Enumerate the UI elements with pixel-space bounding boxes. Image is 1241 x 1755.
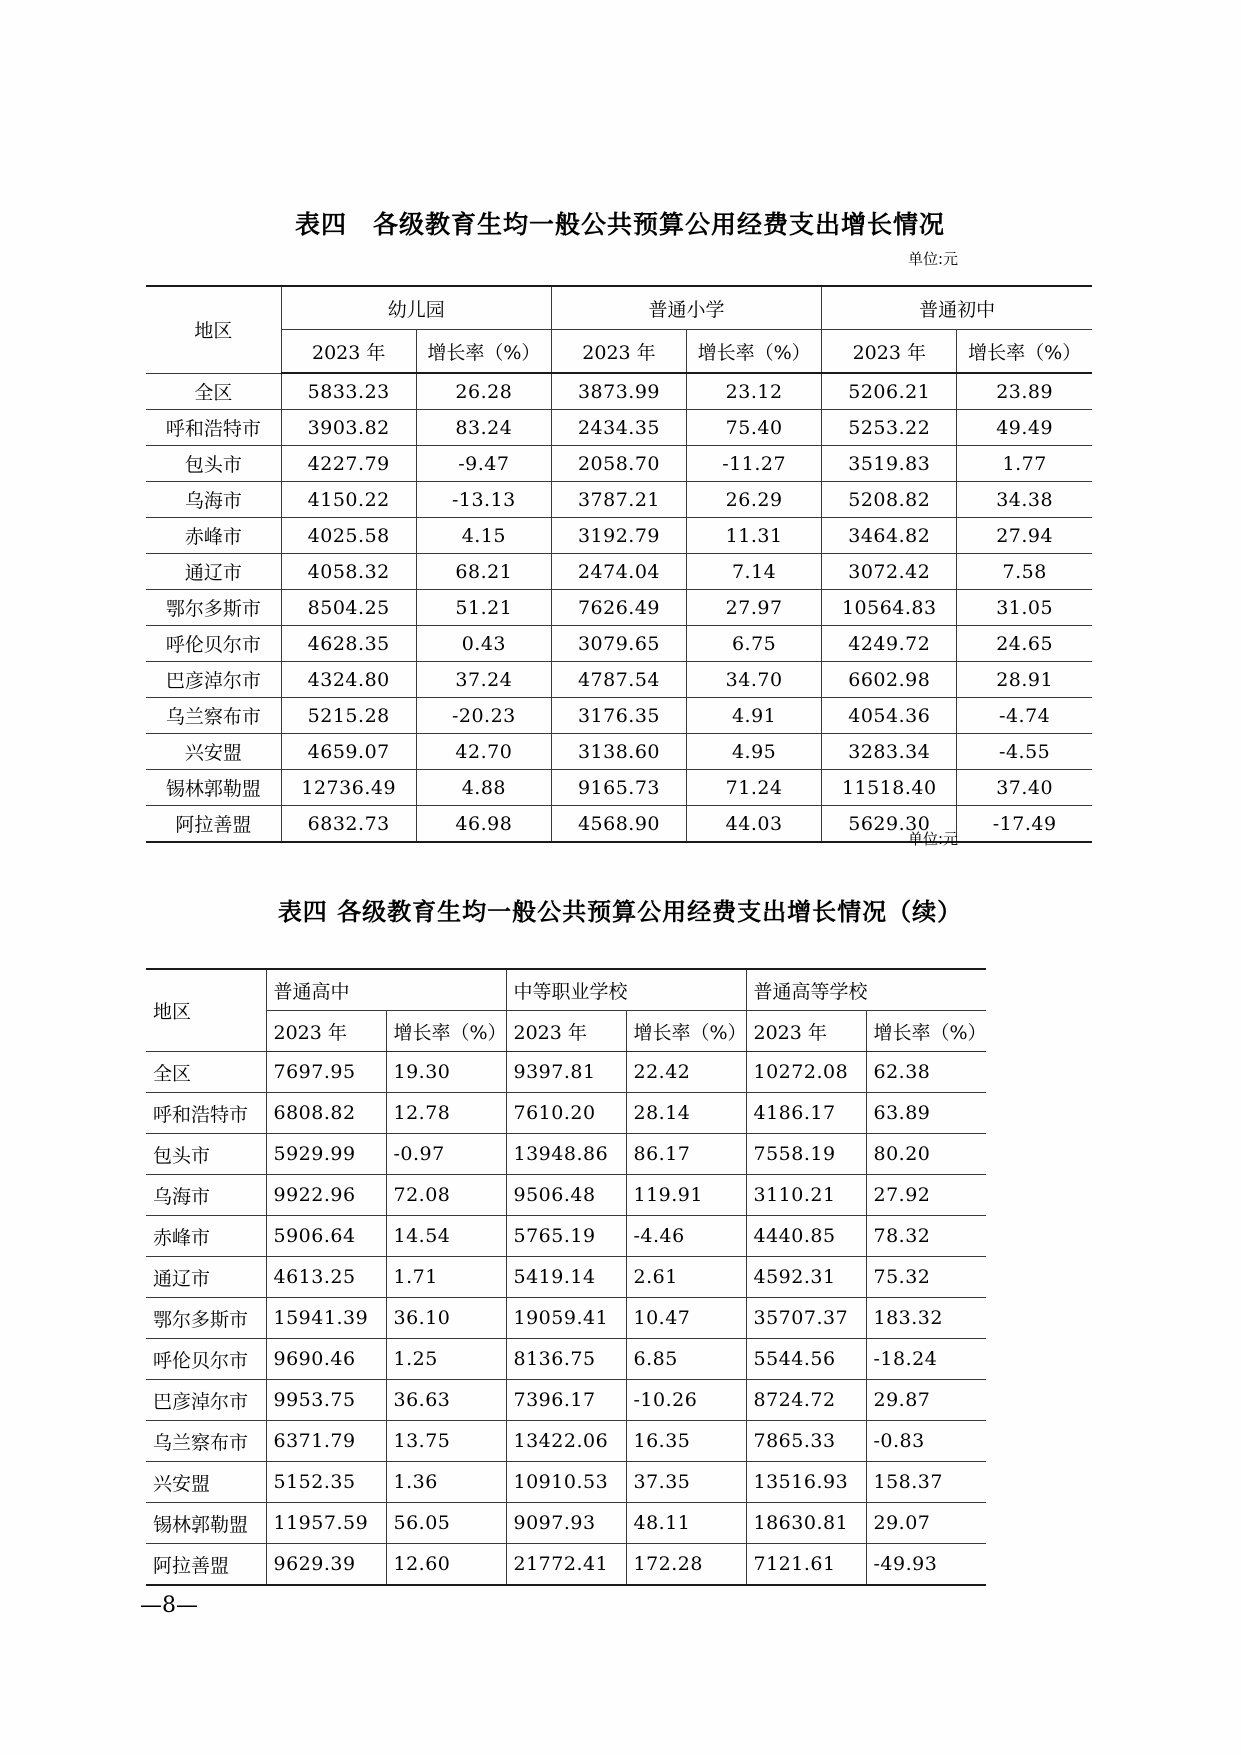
table1-subheader-pri-rate: 增长率（%） <box>687 330 822 374</box>
row-value-cell: 4058.32 <box>281 554 416 590</box>
row-value-cell: 9097.93 <box>506 1503 626 1544</box>
row-value-cell: 4227.79 <box>281 446 416 482</box>
row-region-label: 全区 <box>146 1052 266 1093</box>
table1-group-header-primary: 普通小学 <box>551 286 821 330</box>
row-value-cell: 29.87 <box>866 1380 986 1421</box>
table1-region-header: 地区 <box>146 286 281 373</box>
row-value-cell: 11.31 <box>687 518 822 554</box>
row-value-cell: 13516.93 <box>746 1462 866 1503</box>
row-region-label: 鄂尔多斯市 <box>146 590 281 626</box>
row-region-label: 呼和浩特市 <box>146 1093 266 1134</box>
row-value-cell: 4186.17 <box>746 1093 866 1134</box>
row-value-cell: 80.20 <box>866 1134 986 1175</box>
row-value-cell: 2.61 <box>626 1257 746 1298</box>
row-value-cell: 5208.82 <box>822 482 957 518</box>
table-row <box>146 1462 986 1503</box>
row-value-cell: 7558.19 <box>746 1134 866 1175</box>
table2-head <box>146 969 986 1052</box>
row-value-cell: -0.83 <box>866 1421 986 1462</box>
row-value-cell: 42.70 <box>416 734 551 770</box>
row-value-cell: 4.91 <box>687 698 822 734</box>
row-value-cell: -13.13 <box>416 482 551 518</box>
table-row <box>146 590 1092 626</box>
row-value-cell: 7610.20 <box>506 1093 626 1134</box>
row-value-cell: 9397.81 <box>506 1052 626 1093</box>
row-value-cell: 7.58 <box>957 554 1092 590</box>
row-value-cell: 12.78 <box>386 1093 506 1134</box>
row-value-cell: 3110.21 <box>746 1175 866 1216</box>
row-region-label: 呼伦贝尔市 <box>146 1339 266 1380</box>
row-value-cell: 5765.19 <box>506 1216 626 1257</box>
row-value-cell: 8724.72 <box>746 1380 866 1421</box>
row-value-cell: 26.29 <box>687 482 822 518</box>
row-value-cell: 172.28 <box>626 1544 746 1586</box>
row-value-cell: 75.40 <box>687 410 822 446</box>
row-value-cell: 7121.61 <box>746 1544 866 1586</box>
row-value-cell: 4613.25 <box>266 1257 386 1298</box>
row-value-cell: 5629.30 <box>822 806 957 843</box>
row-value-cell: 62.38 <box>866 1052 986 1093</box>
row-value-cell: 28.91 <box>957 662 1092 698</box>
row-value-cell: 4568.90 <box>551 806 686 843</box>
row-value-cell: 18630.81 <box>746 1503 866 1544</box>
table-row <box>146 1134 986 1175</box>
table-row <box>146 518 1092 554</box>
row-value-cell: 9690.46 <box>266 1339 386 1380</box>
row-value-cell: 158.37 <box>866 1462 986 1503</box>
row-value-cell: 7.14 <box>687 554 822 590</box>
row-value-cell: 4324.80 <box>281 662 416 698</box>
row-value-cell: 75.32 <box>866 1257 986 1298</box>
row-value-cell: 22.42 <box>626 1052 746 1093</box>
row-value-cell: 3192.79 <box>551 518 686 554</box>
row-value-cell: 34.38 <box>957 482 1092 518</box>
row-value-cell: 14.54 <box>386 1216 506 1257</box>
table-row <box>146 446 1092 482</box>
table2-subheader-sh-rate: 增长率（%） <box>386 1011 506 1052</box>
row-region-label: 全区 <box>146 373 281 410</box>
row-value-cell: 7396.17 <box>506 1380 626 1421</box>
row-value-cell: 9922.96 <box>266 1175 386 1216</box>
row-value-cell: 119.91 <box>626 1175 746 1216</box>
row-value-cell: 3079.65 <box>551 626 686 662</box>
row-value-cell: 10910.53 <box>506 1462 626 1503</box>
row-value-cell: 10272.08 <box>746 1052 866 1093</box>
row-value-cell: 5419.14 <box>506 1257 626 1298</box>
table-row <box>146 554 1092 590</box>
row-value-cell: 3138.60 <box>551 734 686 770</box>
row-value-cell: 1.77 <box>957 446 1092 482</box>
row-value-cell: 26.28 <box>416 373 551 410</box>
row-value-cell: 37.24 <box>416 662 551 698</box>
row-value-cell: 6.75 <box>687 626 822 662</box>
row-value-cell: -20.23 <box>416 698 551 734</box>
row-value-cell: -18.24 <box>866 1339 986 1380</box>
row-value-cell: 7697.95 <box>266 1052 386 1093</box>
row-value-cell: 3072.42 <box>822 554 957 590</box>
table-row <box>146 626 1092 662</box>
row-value-cell: 3903.82 <box>281 410 416 446</box>
table-row <box>146 662 1092 698</box>
row-value-cell: 27.97 <box>687 590 822 626</box>
row-value-cell: 1.71 <box>386 1257 506 1298</box>
row-value-cell: 9629.39 <box>266 1544 386 1586</box>
row-value-cell: 10564.83 <box>822 590 957 626</box>
row-value-cell: 8136.75 <box>506 1339 626 1380</box>
table2-group-header-highered: 普通高等学校 <box>746 969 986 1011</box>
table1-subheader-jh-rate: 增长率（%） <box>957 330 1092 374</box>
row-value-cell: 4.15 <box>416 518 551 554</box>
row-value-cell: 13.75 <box>386 1421 506 1462</box>
table2-group-header-row <box>146 969 986 1011</box>
row-value-cell: 23.89 <box>957 373 1092 410</box>
row-value-cell: 10.47 <box>626 1298 746 1339</box>
table-row <box>146 1175 986 1216</box>
row-value-cell: 3176.35 <box>551 698 686 734</box>
row-value-cell: 1.36 <box>386 1462 506 1503</box>
row-value-cell: -11.27 <box>687 446 822 482</box>
row-region-label: 赤峰市 <box>146 1216 266 1257</box>
row-region-label: 包头市 <box>146 446 281 482</box>
row-value-cell: 5929.99 <box>266 1134 386 1175</box>
row-value-cell: 15941.39 <box>266 1298 386 1339</box>
table-education-expenditure-part1 <box>146 285 1092 843</box>
table2-group-header-seniorhigh: 普通高中 <box>266 969 506 1011</box>
table2-group-header-vocational: 中等职业学校 <box>506 969 746 1011</box>
row-region-label: 乌兰察布市 <box>146 1421 266 1462</box>
row-value-cell: 6808.82 <box>266 1093 386 1134</box>
table1-group-header-kindergarten: 幼儿园 <box>281 286 551 330</box>
table-row <box>146 1216 986 1257</box>
row-value-cell: 63.89 <box>866 1093 986 1134</box>
row-region-label: 锡林郭勒盟 <box>146 1503 266 1544</box>
row-value-cell: 86.17 <box>626 1134 746 1175</box>
row-value-cell: 3519.83 <box>822 446 957 482</box>
table1-group-header-row <box>146 286 1092 330</box>
table-row <box>146 1298 986 1339</box>
row-region-label: 巴彦淖尔市 <box>146 1380 266 1421</box>
table-row <box>146 1052 986 1093</box>
row-region-label: 阿拉善盟 <box>146 1544 266 1586</box>
row-value-cell: 2474.04 <box>551 554 686 590</box>
row-value-cell: 11518.40 <box>822 770 957 806</box>
row-value-cell: -0.97 <box>386 1134 506 1175</box>
row-value-cell: 72.08 <box>386 1175 506 1216</box>
table-row <box>146 1503 986 1544</box>
table-row <box>146 1093 986 1134</box>
table1-group-header-juniorhigh: 普通初中 <box>822 286 1092 330</box>
row-value-cell: 5833.23 <box>281 373 416 410</box>
row-value-cell: 7626.49 <box>551 590 686 626</box>
table2-subheader-voc-rate: 增长率（%） <box>626 1011 746 1052</box>
row-value-cell: 35707.37 <box>746 1298 866 1339</box>
row-value-cell: 5215.28 <box>281 698 416 734</box>
row-value-cell: 3787.21 <box>551 482 686 518</box>
row-value-cell: 8504.25 <box>281 590 416 626</box>
row-value-cell: 7865.33 <box>746 1421 866 1462</box>
table-row <box>146 770 1092 806</box>
row-value-cell: 5253.22 <box>822 410 957 446</box>
row-value-cell: 6832.73 <box>281 806 416 843</box>
row-value-cell: 24.65 <box>957 626 1092 662</box>
row-region-label: 乌海市 <box>146 1175 266 1216</box>
table2-body <box>146 1052 986 1586</box>
row-value-cell: 28.14 <box>626 1093 746 1134</box>
row-value-cell: 0.43 <box>416 626 551 662</box>
row-value-cell: 78.32 <box>866 1216 986 1257</box>
row-value-cell: 5152.35 <box>266 1462 386 1503</box>
row-value-cell: 27.92 <box>866 1175 986 1216</box>
row-value-cell: 37.40 <box>957 770 1092 806</box>
table-row <box>146 1544 986 1586</box>
row-value-cell: 44.03 <box>687 806 822 843</box>
row-value-cell: 4787.54 <box>551 662 686 698</box>
row-region-label: 通辽市 <box>146 1257 266 1298</box>
row-region-label: 巴彦淖尔市 <box>146 662 281 698</box>
row-value-cell: 1.25 <box>386 1339 506 1380</box>
row-value-cell: 49.49 <box>957 410 1092 446</box>
row-region-label: 通辽市 <box>146 554 281 590</box>
table2-subheader-he-year: 2023 年 <box>746 1011 866 1052</box>
table2-unit-label: 单位:元 <box>908 830 959 848</box>
row-value-cell: -17.49 <box>957 806 1092 843</box>
table1-subheader-jh-year: 2023 年 <box>822 330 957 374</box>
row-value-cell: 3873.99 <box>551 373 686 410</box>
table1-body <box>146 373 1092 842</box>
row-value-cell: 36.63 <box>386 1380 506 1421</box>
table2-subheader-voc-year: 2023 年 <box>506 1011 626 1052</box>
row-value-cell: 4.88 <box>416 770 551 806</box>
table-row <box>146 1257 986 1298</box>
row-region-label: 兴安盟 <box>146 734 281 770</box>
row-value-cell: 46.98 <box>416 806 551 843</box>
row-value-cell: 4659.07 <box>281 734 416 770</box>
row-value-cell: 27.94 <box>957 518 1092 554</box>
row-value-cell: 9506.48 <box>506 1175 626 1216</box>
table1-subheader-kg-rate: 增长率（%） <box>416 330 551 374</box>
row-value-cell: -4.74 <box>957 698 1092 734</box>
row-value-cell: 4249.72 <box>822 626 957 662</box>
table2-region-header: 地区 <box>146 969 266 1052</box>
row-region-label: 包头市 <box>146 1134 266 1175</box>
row-region-label: 乌海市 <box>146 482 281 518</box>
row-value-cell: 4150.22 <box>281 482 416 518</box>
row-value-cell: 56.05 <box>386 1503 506 1544</box>
row-value-cell: 5544.56 <box>746 1339 866 1380</box>
row-value-cell: 31.05 <box>957 590 1092 626</box>
row-value-cell: 12.60 <box>386 1544 506 1586</box>
row-region-label: 乌兰察布市 <box>146 698 281 734</box>
table1-head <box>146 286 1092 373</box>
row-value-cell: 6.85 <box>626 1339 746 1380</box>
table-row <box>146 1339 986 1380</box>
page-number: —8— <box>140 1593 198 1618</box>
row-value-cell: 9953.75 <box>266 1380 386 1421</box>
row-region-label: 锡林郭勒盟 <box>146 770 281 806</box>
row-value-cell: -9.47 <box>416 446 551 482</box>
table-row <box>146 373 1092 410</box>
row-value-cell: 6371.79 <box>266 1421 386 1462</box>
row-value-cell: 19.30 <box>386 1052 506 1093</box>
row-value-cell: 4440.85 <box>746 1216 866 1257</box>
row-value-cell: 68.21 <box>416 554 551 590</box>
table2-subheader-he-rate: 增长率（%） <box>866 1011 986 1052</box>
row-value-cell: 11957.59 <box>266 1503 386 1544</box>
row-value-cell: 19059.41 <box>506 1298 626 1339</box>
row-value-cell: 83.24 <box>416 410 551 446</box>
row-value-cell: 4.95 <box>687 734 822 770</box>
row-value-cell: 4628.35 <box>281 626 416 662</box>
table2-title: 表四 各级教育生均一般公共预算公用经费支出增长情况（续） <box>277 898 963 926</box>
row-value-cell: 4025.58 <box>281 518 416 554</box>
row-region-label: 兴安盟 <box>146 1462 266 1503</box>
table-row <box>146 410 1092 446</box>
table-row <box>146 1380 986 1421</box>
row-value-cell: 3283.34 <box>822 734 957 770</box>
table-row <box>146 1421 986 1462</box>
row-value-cell: 2058.70 <box>551 446 686 482</box>
row-value-cell: -4.46 <box>626 1216 746 1257</box>
row-value-cell: -4.55 <box>957 734 1092 770</box>
row-value-cell: 183.32 <box>866 1298 986 1339</box>
row-value-cell: 51.21 <box>416 590 551 626</box>
row-value-cell: 36.10 <box>386 1298 506 1339</box>
row-value-cell: 48.11 <box>626 1503 746 1544</box>
table-row <box>146 734 1092 770</box>
row-value-cell: 13422.06 <box>506 1421 626 1462</box>
table2-sub-header-row <box>146 1011 986 1052</box>
row-value-cell: -49.93 <box>866 1544 986 1586</box>
row-value-cell: 3464.82 <box>822 518 957 554</box>
row-value-cell: 37.35 <box>626 1462 746 1503</box>
row-value-cell: 4054.36 <box>822 698 957 734</box>
table1-sub-header-row <box>146 330 1092 374</box>
row-value-cell: 4592.31 <box>746 1257 866 1298</box>
row-value-cell: 5906.64 <box>266 1216 386 1257</box>
table1-title: 表四 各级教育生均一般公共预算公用经费支出增长情况 <box>294 210 945 239</box>
table-row <box>146 482 1092 518</box>
row-region-label: 阿拉善盟 <box>146 806 281 843</box>
row-value-cell: 71.24 <box>687 770 822 806</box>
row-value-cell: 34.70 <box>687 662 822 698</box>
row-value-cell: 23.12 <box>687 373 822 410</box>
table-education-expenditure-part2 <box>146 968 986 1586</box>
table1-subheader-pri-year: 2023 年 <box>551 330 686 374</box>
table-row <box>146 698 1092 734</box>
row-region-label: 呼伦贝尔市 <box>146 626 281 662</box>
row-value-cell: 2434.35 <box>551 410 686 446</box>
row-value-cell: 21772.41 <box>506 1544 626 1586</box>
row-value-cell: 13948.86 <box>506 1134 626 1175</box>
table1-unit-label: 单位:元 <box>908 250 959 268</box>
row-region-label: 赤峰市 <box>146 518 281 554</box>
row-region-label: 鄂尔多斯市 <box>146 1298 266 1339</box>
row-value-cell: 16.35 <box>626 1421 746 1462</box>
table2-subheader-sh-year: 2023 年 <box>266 1011 386 1052</box>
row-value-cell: 29.07 <box>866 1503 986 1544</box>
row-value-cell: -10.26 <box>626 1380 746 1421</box>
row-region-label: 呼和浩特市 <box>146 410 281 446</box>
row-value-cell: 9165.73 <box>551 770 686 806</box>
table1-subheader-kg-year: 2023 年 <box>281 330 416 374</box>
row-value-cell: 5206.21 <box>822 373 957 410</box>
row-value-cell: 12736.49 <box>281 770 416 806</box>
row-value-cell: 6602.98 <box>822 662 957 698</box>
